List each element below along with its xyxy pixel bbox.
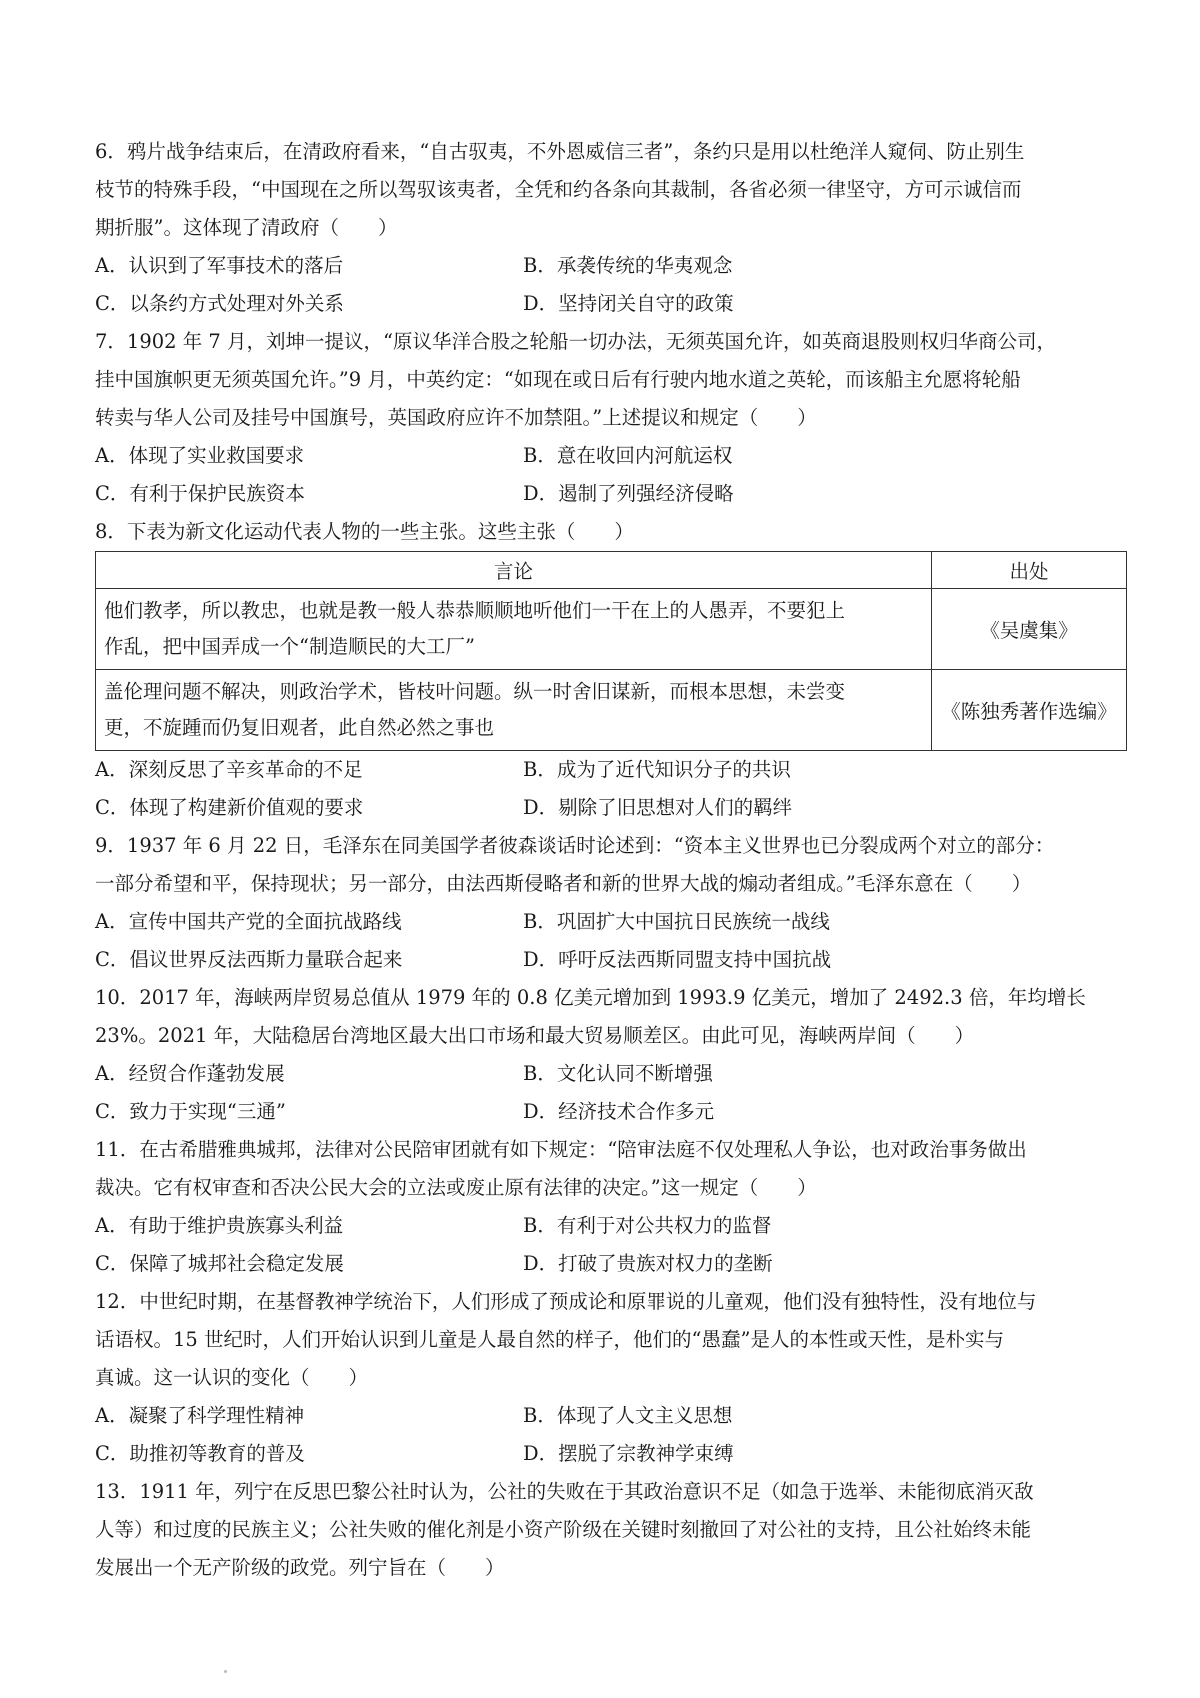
question-stem-line: 7．1902 年 7 月，刘坤一提议，“原议华洋合股之轮船一切办法，无须英国允许，如英商退股则权归华商公司， [95, 330, 1057, 353]
option-d[interactable]: D．经济技术合作多元 [523, 1100, 715, 1123]
options-row [95, 285, 1127, 323]
question-stem-line: 真诚。这一认识的变化（ ） [95, 1366, 369, 1389]
table-row [96, 589, 1127, 670]
table-header-source: 出处 [932, 552, 1127, 589]
option-d[interactable]: D．遏制了列强经济侵略 [523, 482, 734, 505]
question-stem-line: 10．2017 年，海峡两岸贸易总值从 1979 年的 0.8 亿美元增加到 1993.9 亿美元，增加了 2492.3 倍，年均增长 [95, 986, 1086, 1009]
cell-line: 盖伦理问题不解决，则政治学术，皆枝叶问题。纵一时舍旧谋新，而根本思想，未尝变 [104, 680, 846, 703]
options-row [95, 1397, 1127, 1435]
options-row [95, 903, 1127, 941]
options-row [95, 1245, 1127, 1283]
cell-line: 他们教孝，所以教忠，也就是教一般人恭恭顺顺地听他们一干在上的人愚弄，不要犯上 [104, 599, 846, 622]
option-a[interactable]: A．宣传中国共产党的全面抗战路线 [95, 910, 402, 933]
question-stem-line: 23%。2021 年，大陆稳居台湾地区最大出口市场和最大贸易顺差区。由此可见，海峡两岸间（ ） [95, 1024, 975, 1047]
options-row [95, 475, 1127, 513]
option-c[interactable]: C．保障了城邦社会稳定发展 [95, 1252, 344, 1275]
question-11 [95, 1131, 1127, 1283]
option-a[interactable]: A．有助于维护贵族寡头利益 [95, 1214, 344, 1237]
table-cell-text [96, 589, 932, 670]
question-stem-line: 11．在古希腊雅典城邦，法律对公民陪审团就有如下规定：“陪审法庭不仅处理私人争讼，也对政治事务做出 [95, 1138, 1027, 1161]
question-stem-line: 挂中国旗帜更无须英国允许。”9 月，中英约定：“如现在或日后有行驶内地水道之英轮，而该船主允愿将轮船 [95, 368, 1021, 391]
option-b[interactable]: B．承袭传统的华夷观念 [523, 254, 733, 277]
question-stem-line: 9．1937 年 6 月 22 日，毛泽东在同美国学者彼森谈话时论述到：“资本主义世界也已分裂成两个对立的部分： [95, 834, 1055, 857]
option-a[interactable]: A．认识到了军事技术的落后 [95, 254, 344, 277]
option-c[interactable]: C．助推初等教育的普及 [95, 1442, 305, 1465]
option-d[interactable]: D．摆脱了宗教神学束缚 [523, 1442, 734, 1465]
options-row [95, 941, 1127, 979]
cell-line: 作乱，把中国弄成一个“制造顺民的大工厂” [104, 635, 475, 658]
question-stem-line: 8．下表为新文化运动代表人物的一些主张。这些主张（ ） [95, 520, 634, 543]
options-row [95, 1055, 1127, 1093]
table-header-row [96, 552, 1127, 589]
option-d[interactable]: D．呼吁反法西斯同盟支持中国抗战 [523, 948, 832, 971]
option-c[interactable]: C．致力于实现“三通” [95, 1100, 286, 1123]
footer-mark [224, 1670, 227, 1673]
table-cell-source: 《吴虞集》 [932, 589, 1127, 670]
question-6 [95, 133, 1127, 323]
question-stem-line: 裁决。它有权审查和否决公民大会的立法或废止原有法律的决定。”这一规定（ ） [95, 1176, 817, 1199]
option-c[interactable]: C．体现了构建新价值观的要求 [95, 796, 364, 819]
options-row [95, 1093, 1127, 1131]
question-stem-line: 人等）和过度的民族主义；公社失败的催化剂是小资产阶级在关键时刻撤回了对公社的支持，且公社始终未能 [95, 1518, 1032, 1541]
question-10 [95, 979, 1127, 1131]
option-d[interactable]: D．剔除了旧思想对人们的羁绊 [523, 796, 793, 819]
options-row [95, 247, 1127, 285]
table-cell-text [96, 670, 932, 751]
question-stem-line: 一部分希望和平，保持现状；另一部分，由法西斯侵略者和新的世界大战的煽动者组成。”毛泽东意在（ ） [95, 872, 1032, 895]
question-stem-line: 12．中世纪时期，在基督教神学统治下，人们形成了预成论和原罪说的儿童观，他们没有独特性，没有地位与 [95, 1290, 1037, 1313]
options-row [95, 1435, 1127, 1473]
question-9 [95, 827, 1127, 979]
quotes-table [95, 551, 1127, 751]
table-cell-source: 《陈独秀著作选编》 [932, 670, 1127, 751]
question-stem-line: 枝节的特殊手段，“中国现在之所以驾驭该夷者，全凭和约各条向其裁制，各省必须一律坚守，方可示诚信而 [95, 178, 1022, 201]
option-b[interactable]: B．意在收回内河航运权 [523, 444, 733, 467]
options-row [95, 437, 1127, 475]
option-a[interactable]: A．体现了实业救国要求 [95, 444, 305, 467]
cell-line: 更，不旋踵而仍复旧观者，此自然必然之事也 [104, 716, 495, 739]
option-a[interactable]: A．经贸合作蓬勃发展 [95, 1062, 285, 1085]
question-stem-line: 转卖与华人公司及挂号中国旗号，英国政府应许不加禁阻。”上述提议和规定（ ） [95, 406, 817, 429]
options-row [95, 751, 1127, 789]
option-c[interactable]: C．有利于保护民族资本 [95, 482, 305, 505]
question-stem-line: 话语权。15 世纪时，人们开始认识到儿童是人最自然的样子，他们的“愚蠢”是人的本性或天性，是朴实与 [95, 1328, 1004, 1351]
option-c[interactable]: C．倡议世界反法西斯力量联合起来 [95, 948, 403, 971]
option-b[interactable]: B．体现了人文主义思想 [523, 1404, 733, 1427]
question-stem-line: 13．1911 年，列宁在反思巴黎公社时认为，公社的失败在于其政治意识不足（如急于选举、未能彻底消灭敌 [95, 1480, 1034, 1503]
option-a[interactable]: A．凝聚了科学理性精神 [95, 1404, 305, 1427]
option-b[interactable]: B．巩固扩大中国抗日民族统一战线 [523, 910, 830, 933]
option-d[interactable]: D．坚持闭关自守的政策 [523, 292, 734, 315]
question-stem-line: 期折服”。这体现了清政府（ ） [95, 216, 398, 239]
options-row [95, 789, 1127, 827]
question-stem-line: 6．鸦片战争结束后，在清政府看来，“自古驭夷，不外恩威信三者”，条约只是用以杜绝洋人窥伺、防止别生 [95, 140, 1025, 163]
question-stem-line: 发展出一个无产阶级的政党。列宁旨在（ ） [95, 1556, 505, 1579]
question-7 [95, 323, 1127, 513]
table-header-text: 言论 [96, 552, 932, 589]
option-b[interactable]: B．有利于对公共权力的监督 [523, 1214, 772, 1237]
question-12 [95, 1283, 1127, 1473]
option-d[interactable]: D．打破了贵族对权力的垄断 [523, 1252, 773, 1275]
question-13 [95, 1473, 1127, 1587]
options-row [95, 1207, 1127, 1245]
option-c[interactable]: C．以条约方式处理对外关系 [95, 292, 344, 315]
option-a[interactable]: A．深刻反思了辛亥革命的不足 [95, 758, 363, 781]
table-row [96, 670, 1127, 751]
option-b[interactable]: B．文化认同不断增强 [523, 1062, 713, 1085]
option-b[interactable]: B．成为了近代知识分子的共识 [523, 758, 791, 781]
question-8 [95, 513, 1127, 827]
question-list [95, 133, 1127, 1587]
